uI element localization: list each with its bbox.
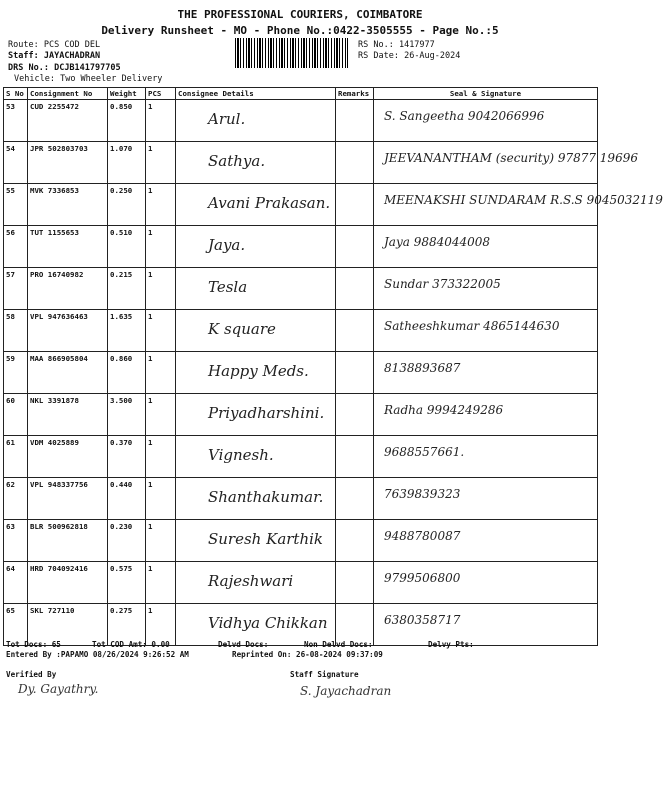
handwritten-consignee: Jaya.: [208, 236, 246, 254]
cell-pcs: 1: [146, 604, 176, 646]
handwritten-signature: 7639839323: [384, 487, 461, 501]
cell-consignment-no: MVK 7336853: [28, 184, 108, 226]
handwritten-signature: Sundar 373322005: [384, 277, 501, 291]
cell-pcs: 1: [146, 268, 176, 310]
cell-remarks: [336, 394, 374, 436]
cell-pcs: 1: [146, 562, 176, 604]
cell-signature: [374, 310, 598, 352]
cell-consignment-no: BLR 500962818: [28, 520, 108, 562]
cell-signature: [374, 100, 598, 142]
cell-pcs: 1: [146, 478, 176, 520]
delivery-points: Delvy Pts:: [428, 640, 474, 649]
staff-signature-label: Staff Signature: [290, 670, 359, 679]
cell-weight: 0.850: [108, 100, 146, 142]
table-row: [4, 226, 598, 268]
cell-signature: [374, 142, 638, 184]
cell-remarks: [336, 310, 374, 352]
handwritten-signature: 9688557661.: [384, 445, 465, 459]
table-row: [4, 478, 598, 520]
rs-no-line: RS No.: 1417977: [358, 40, 435, 50]
handwritten-consignee: Shanthakumar.: [208, 488, 324, 506]
cell-remarks: [336, 184, 374, 226]
handwritten-signature: JEEVANANTHAM (security) 97877 19696: [384, 151, 638, 165]
cell-consignment-no: CUD 2255472: [28, 100, 108, 142]
cell-sno: 62: [4, 478, 28, 520]
vehicle-value: Two Wheeler Delivery: [60, 74, 163, 84]
handwritten-consignee: Rajeshwari: [208, 572, 294, 590]
cell-sno: 55: [4, 184, 28, 226]
handwritten-consignee: Avani Prakasan.: [208, 194, 331, 212]
cell-sno: 54: [4, 142, 28, 184]
cell-sno: 59: [4, 352, 28, 394]
cell-signature: [374, 436, 598, 478]
handwritten-signature: S. Sangeetha 9042066996: [384, 109, 545, 123]
cell-consignment-no: PRO 16740982: [28, 268, 108, 310]
staff-signature: S. Jayachadran: [300, 684, 392, 698]
cell-weight: 0.230: [108, 520, 146, 562]
company-title: THE PROFESSIONAL COURIERS, COIMBATORE: [177, 8, 423, 21]
table-row: [4, 268, 598, 310]
cell-consignment-no: SKL 727110: [28, 604, 108, 646]
handwritten-signature: 9488780087: [384, 529, 461, 543]
cell-sno: 56: [4, 226, 28, 268]
cell-pcs: 1: [146, 100, 176, 142]
cell-pcs: 1: [146, 310, 176, 352]
col-weight: Weight: [108, 88, 146, 100]
cell-consignment-no: NKL 3391878: [28, 394, 108, 436]
cell-weight: 0.275: [108, 604, 146, 646]
cell-signature: [374, 226, 598, 268]
cell-sno: 60: [4, 394, 28, 436]
runsheet-table: [3, 87, 663, 646]
cell-weight: 0.860: [108, 352, 146, 394]
cell-weight: 0.575: [108, 562, 146, 604]
cell-consignee: [176, 394, 336, 436]
rs-date-value: 26-Aug-2024: [404, 51, 461, 61]
handwritten-signature: 9799506800: [384, 571, 461, 585]
cell-consignment-no: MAA 866905804: [28, 352, 108, 394]
handwritten-signature: Radha 9994249286: [384, 403, 504, 417]
cell-remarks: [336, 352, 374, 394]
vehicle-line: Vehicle: Two Wheeler Delivery: [14, 74, 163, 84]
cell-remarks: [336, 436, 374, 478]
cell-weight: 1.635: [108, 310, 146, 352]
total-docs: Tot Docs: 65: [6, 640, 61, 649]
cell-consignment-no: TUT 1155653: [28, 226, 108, 268]
cell-sno: 65: [4, 604, 28, 646]
cell-consignment-no: JPR 502803703: [28, 142, 108, 184]
col-consignment: Consignment No: [28, 88, 108, 100]
handwritten-consignee: Priyadharshini.: [208, 404, 325, 422]
table-row: [4, 394, 598, 436]
handwritten-consignee: Vidhya Chikkan: [208, 614, 328, 632]
cell-signature: [374, 184, 663, 226]
table-row: [4, 142, 598, 184]
cell-sno: 57: [4, 268, 28, 310]
col-signature: Seal & Signature: [374, 88, 598, 100]
table-row: [4, 562, 598, 604]
rs-no-value: 1417977: [398, 40, 435, 50]
handwritten-consignee: Sathya.: [208, 152, 266, 170]
handwritten-signature: Satheeshkumar 4865144630: [384, 319, 560, 333]
cell-consignment-no: VDM 4025889: [28, 436, 108, 478]
cell-consignee: [176, 184, 336, 226]
route-value: PCS COD DEL: [43, 40, 101, 50]
handwritten-consignee: Arul.: [208, 110, 246, 128]
cell-consignment-no: VPL 947636463: [28, 310, 108, 352]
cell-signature: [374, 268, 598, 310]
route-line: Route: PCS COD DEL: [8, 40, 101, 50]
table-row: [4, 310, 598, 352]
cell-pcs: 1: [146, 142, 176, 184]
cell-sno: 64: [4, 562, 28, 604]
cell-sno: 53: [4, 100, 28, 142]
cell-weight: 0.440: [108, 478, 146, 520]
cell-consignee: [176, 562, 336, 604]
handwritten-signature: 8138893687: [384, 361, 461, 375]
cell-signature: [374, 520, 598, 562]
col-consignee: Consignee Details: [176, 88, 336, 100]
cell-remarks: [336, 562, 374, 604]
cell-signature: [374, 352, 598, 394]
cell-weight: 0.215: [108, 268, 146, 310]
table-row: [4, 520, 598, 562]
cell-consignee: [176, 436, 336, 478]
cell-signature: [374, 604, 598, 646]
handwritten-signature: 6380358717: [384, 613, 461, 627]
cell-signature: [374, 562, 598, 604]
handwritten-consignee: Happy Meds.: [208, 362, 309, 380]
table-row: [4, 184, 598, 226]
cell-sno: 61: [4, 436, 28, 478]
cell-signature: [374, 394, 598, 436]
cell-remarks: [336, 100, 374, 142]
col-pcs: PCS: [146, 88, 176, 100]
reprinted-on: Reprinted On: 26-08-2024 09:37:09: [232, 650, 383, 659]
cell-pcs: 1: [146, 184, 176, 226]
cell-weight: 3.500: [108, 394, 146, 436]
verified-signature: Dy. Gayathry.: [18, 682, 99, 696]
col-remarks: Remarks: [336, 88, 374, 100]
cell-consignee: [176, 478, 336, 520]
handwritten-signature: Jaya 9884044008: [384, 235, 491, 249]
runsheet-subtitle: Delivery Runsheet - MO - Phone No.:0422-3505555 - Page No.:5: [101, 24, 499, 37]
table-row: [4, 352, 598, 394]
cell-remarks: [336, 520, 374, 562]
cell-consignee: [176, 310, 336, 352]
cell-weight: 0.250: [108, 184, 146, 226]
handwritten-consignee: Tesla: [208, 278, 248, 296]
table-row: [4, 436, 598, 478]
cell-pcs: 1: [146, 436, 176, 478]
staff-value: JAYACHADRAN: [43, 51, 101, 61]
barcode: [235, 38, 348, 68]
non-delivered-docs: Non Delvd Docs:: [304, 640, 373, 649]
cell-consignment-no: VPL 948337756: [28, 478, 108, 520]
cell-weight: 0.370: [108, 436, 146, 478]
cell-consignee: [176, 100, 336, 142]
entered-by: Entered By :PAPAMO 08/26/2024 9:26:52 AM: [6, 650, 189, 659]
staff-line: Staff: JAYACHADRAN: [8, 51, 101, 61]
cell-pcs: 1: [146, 520, 176, 562]
drs-line: DRS No.: DCJB141797705: [8, 63, 121, 73]
cell-remarks: [336, 268, 374, 310]
cell-remarks: [336, 142, 374, 184]
cell-consignee: [176, 226, 336, 268]
handwritten-consignee: K square: [208, 320, 276, 338]
drs-value: DCJB141797705: [54, 63, 121, 73]
cell-consignment-no: HRD 704092416: [28, 562, 108, 604]
table-row: [4, 100, 598, 142]
total-cod: Tot COD Amt: 0.00: [92, 640, 170, 649]
handwritten-consignee: Suresh Karthik: [208, 530, 324, 548]
cell-pcs: 1: [146, 394, 176, 436]
cell-pcs: 1: [146, 352, 176, 394]
cell-consignee: [176, 520, 336, 562]
table-header-row: [4, 88, 598, 100]
cell-sno: 63: [4, 520, 28, 562]
cell-remarks: [336, 226, 374, 268]
cell-remarks: [336, 478, 374, 520]
handwritten-consignee: Vignesh.: [208, 446, 274, 464]
cell-pcs: 1: [146, 226, 176, 268]
cell-consignee: [176, 352, 336, 394]
delivered-docs: Delvd Docs:: [218, 640, 269, 649]
cell-consignee: [176, 142, 336, 184]
cell-consignee: [176, 268, 336, 310]
col-sno: S No: [4, 88, 28, 100]
cell-weight: 1.070: [108, 142, 146, 184]
handwritten-signature: MEENAKSHI SUNDARAM R.S.S 9045032119: [384, 193, 663, 207]
verified-by-label: Verified By: [6, 670, 57, 679]
cell-sno: 58: [4, 310, 28, 352]
rs-date-line: RS Date: 26-Aug-2024: [358, 51, 461, 61]
cell-signature: [374, 478, 598, 520]
cell-weight: 0.510: [108, 226, 146, 268]
